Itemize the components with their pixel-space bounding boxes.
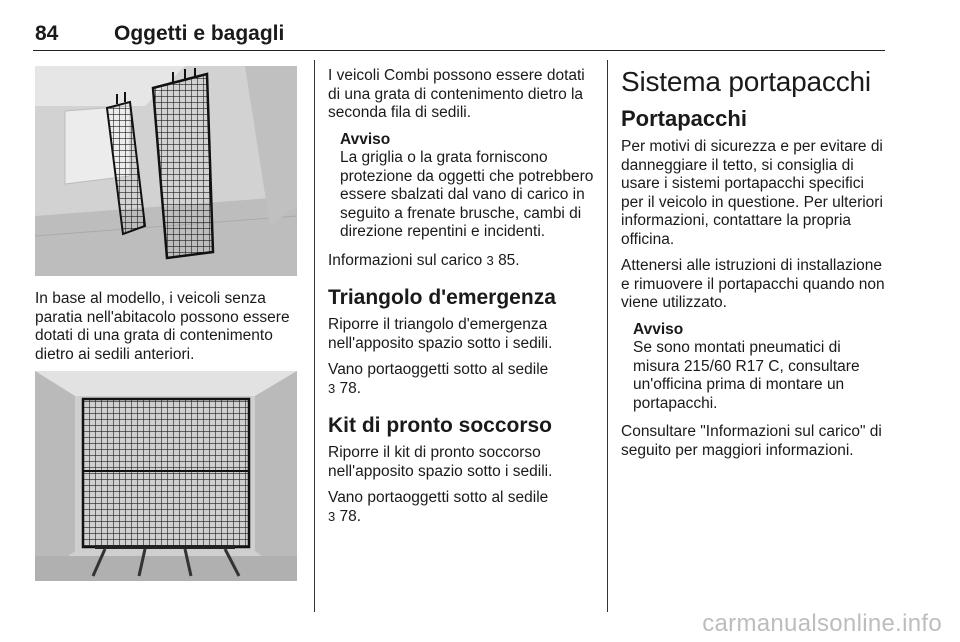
watermark: carmanualsonline.info [702,610,942,637]
roof-rack-text-3: Consultare "Informazioni sul carico" di seguito per maggiori informazioni. [621,423,882,459]
notice-text: Se sono montati pneumatici di misura 215/60 R17 C, consultare un'officina prima di montare un portapacchi. [633,339,860,412]
page-reference-icon: 3 [486,252,494,268]
notice-title: Avviso [633,320,684,338]
tray-page: 78. [339,507,362,525]
column-divider [314,60,315,612]
cargo-grille-full-image [35,371,297,581]
first-aid-heading: Kit di pronto soccorso [328,414,553,437]
column-divider [607,60,608,612]
first-aid-text: Riporre il kit di pronto soccorso nell'apposito spazio sotto i sedili. [328,444,553,480]
grille-description: In base al modello, i veicoli senza paratia nell'abitacolo possono essere dotati di una grata di contenimento dietro ai sedili anteriori. [35,290,290,363]
page-reference-icon: 3 [328,380,336,396]
notice-text: La griglia o la grata forniscono protezione da oggetti che potrebbero essere sbalzati dal vano di carico in seguito a frenate brusche, cambi di direzione repentini e incidenti. [340,149,594,240]
warning-triangle-tray-reference[interactable] [328,361,596,398]
warning-triangle-text: Riporre il triangolo d'emergenza nell'apposito spazio sotto i sedili. [328,316,553,352]
load-info-label: Informazioni sul carico [328,251,483,269]
roof-rack-subheading: Portapacchi [621,106,747,131]
page-header [33,8,885,51]
page-title: Oggetti e bagagli [114,22,285,45]
load-info-reference[interactable] [328,252,596,271]
notice-box [340,131,596,242]
column-right [621,66,887,468]
notice-box [633,321,887,414]
column-middle [328,67,596,534]
notice-title: Avviso [340,130,391,148]
tray-page: 78. [339,379,362,397]
page-reference-icon: 3 [328,508,336,524]
roof-rack-system-heading: Sistema portapacchi [621,66,871,97]
load-info-page: 85. [498,251,520,269]
first-aid-tray-reference[interactable] [328,489,596,526]
roof-rack-text-1: Per motivi di sicurezza e per evitare di danneggiare il tetto, si consiglia di usare i sistemi portapacchi specifici per il veicolo in questione. Per ulteriori informazioni, contattare la propria officina. [621,138,883,248]
cargo-grille-partial-image [35,66,297,276]
column-left [35,290,303,372]
page-number: 84 [35,22,59,45]
roof-rack-text-2: Attenersi alle istruzioni di installazione e rimuovere il portapacchi quando non viene utilizzato. [621,257,885,311]
tray-label: Vano portaoggetti sotto al sedile [328,489,549,506]
combi-grille-text: I veicoli Combi possono essere dotati di una grata di contenimento dietro la seconda fila di sedili. [328,67,585,121]
warning-triangle-heading: Triangolo d'emergenza [328,286,556,309]
tray-label: Vano portaoggetti sotto al sedile [328,361,549,378]
